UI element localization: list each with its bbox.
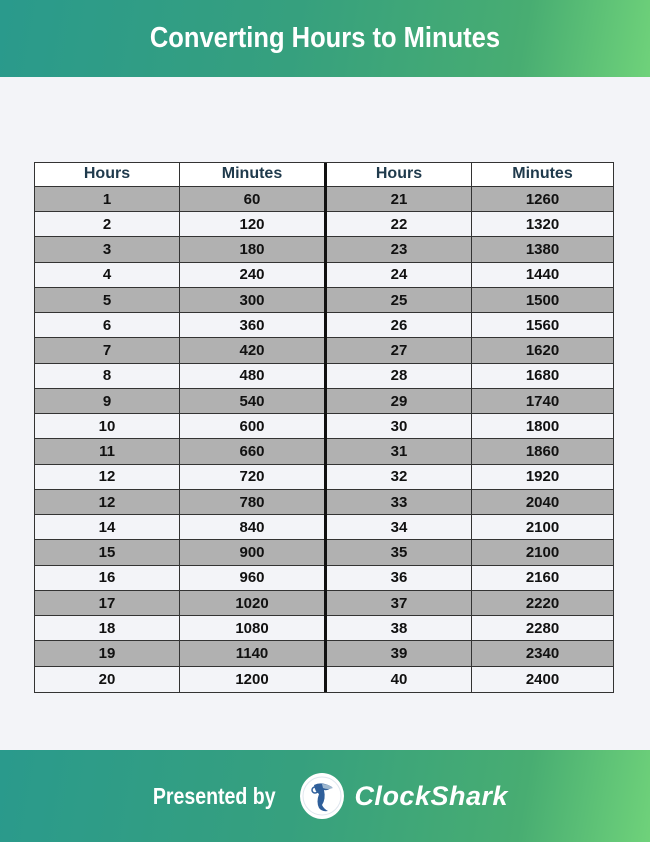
- hours-cell: 29: [327, 389, 472, 413]
- hours-cell: 26: [327, 313, 472, 337]
- table-row: [327, 439, 613, 464]
- minutes-cell: 2100: [525, 544, 560, 562]
- table-row: [35, 515, 324, 540]
- minutes-cell: 540: [239, 392, 265, 410]
- brand-name: ClockShark: [354, 780, 509, 811]
- minutes-cell: 180: [239, 241, 265, 259]
- table-row: [35, 439, 324, 464]
- table-row: [35, 616, 324, 641]
- table-row: [327, 540, 613, 565]
- minutes-cell: 1860: [525, 443, 560, 461]
- table-row: [35, 389, 324, 414]
- minutes-cell: 660: [239, 443, 265, 461]
- table-left-half: [35, 163, 327, 692]
- table-row: [35, 465, 324, 490]
- shark-clock-logo-icon: [300, 773, 344, 819]
- minutes-cell: 780: [239, 493, 265, 511]
- table-row: [327, 389, 613, 414]
- hours-cell: 30: [327, 414, 472, 438]
- table-row: [327, 616, 613, 641]
- minutes-cell: 1740: [525, 392, 560, 410]
- minutes-cell: 2400: [525, 670, 560, 688]
- hours-cell: 18: [35, 616, 180, 640]
- table-row: [327, 566, 613, 591]
- minutes-cell: 840: [239, 518, 265, 536]
- minutes-cell: 480: [239, 367, 265, 385]
- minutes-cell: 900: [239, 544, 265, 562]
- hours-cell: 32: [327, 465, 472, 489]
- table-row: [327, 212, 613, 237]
- presented-by-label: Presented by: [152, 782, 276, 809]
- table-row: [35, 187, 324, 212]
- hours-cell: 12: [35, 465, 180, 489]
- table-row: [35, 414, 324, 439]
- minutes-cell: 360: [239, 316, 265, 334]
- minutes-cell: 2160: [525, 569, 560, 587]
- table-row: [327, 490, 613, 515]
- table-row: [327, 288, 613, 313]
- hours-cell: 20: [35, 667, 180, 692]
- column-header-hours: Hours: [327, 163, 472, 186]
- minutes-cell: 1920: [525, 468, 560, 486]
- hours-cell: 24: [327, 263, 472, 287]
- table-row: [35, 313, 324, 338]
- minutes-cell: 300: [239, 291, 265, 309]
- hours-cell: 35: [327, 540, 472, 564]
- hours-cell: 21: [327, 187, 472, 211]
- title-banner: [0, 0, 650, 77]
- minutes-cell: 600: [239, 417, 265, 435]
- table-row: [35, 338, 324, 363]
- minutes-cell: 1380: [525, 241, 560, 259]
- hours-cell: 4: [35, 263, 180, 287]
- hours-cell: 1: [35, 187, 180, 211]
- hours-cell: 22: [327, 212, 472, 236]
- minutes-cell: 1200: [235, 670, 269, 688]
- table-row: [35, 263, 324, 288]
- minutes-cell: 120: [239, 215, 265, 233]
- table-row: [327, 641, 613, 666]
- table-row: [35, 641, 324, 666]
- table-row: [35, 288, 324, 313]
- hours-cell: 8: [35, 364, 180, 388]
- hours-cell: 14: [35, 515, 180, 539]
- hours-cell: 7: [35, 338, 180, 362]
- table-row: [35, 364, 324, 389]
- table-row: [35, 237, 324, 262]
- table-row: [327, 591, 613, 616]
- table-right-half: [327, 163, 613, 692]
- hours-cell: 6: [35, 313, 180, 337]
- hours-cell: 38: [327, 616, 472, 640]
- table-row: [327, 414, 613, 439]
- minutes-cell: 2100: [525, 518, 560, 536]
- hours-cell: 15: [35, 540, 180, 564]
- minutes-cell: 60: [243, 190, 261, 208]
- minutes-cell: 1680: [525, 367, 560, 385]
- minutes-cell: 2340: [525, 645, 560, 663]
- minutes-cell: 2280: [525, 619, 560, 637]
- minutes-cell: 960: [239, 569, 265, 587]
- hours-cell: 28: [327, 364, 472, 388]
- table-row: [327, 364, 613, 389]
- minutes-cell: 1320: [525, 215, 560, 233]
- table-row: [327, 667, 613, 692]
- table-row: [35, 591, 324, 616]
- hours-cell: 10: [35, 414, 180, 438]
- page-title: Converting Hours to Minutes: [149, 22, 501, 54]
- minutes-cell: 1440: [525, 266, 560, 284]
- column-header-minutes: Minutes: [512, 165, 573, 183]
- table-row: [327, 465, 613, 490]
- hours-cell: 31: [327, 439, 472, 463]
- table-row: [35, 566, 324, 591]
- hours-cell: 39: [327, 641, 472, 665]
- hours-cell: 40: [327, 667, 472, 692]
- hours-cell: 27: [327, 338, 472, 362]
- table-row: [327, 237, 613, 262]
- minutes-cell: 1500: [525, 291, 560, 309]
- hours-cell: 9: [35, 389, 180, 413]
- table-row: [35, 540, 324, 565]
- minutes-cell: 1080: [235, 619, 269, 637]
- hours-cell: 11: [35, 439, 180, 463]
- hours-cell: 34: [327, 515, 472, 539]
- hours-cell: 23: [327, 237, 472, 261]
- hours-cell: 19: [35, 641, 180, 665]
- table-row: [327, 187, 613, 212]
- minutes-cell: 1800: [525, 417, 560, 435]
- minutes-cell: 1620: [525, 342, 560, 360]
- table-header-row: [35, 163, 324, 187]
- footer-banner: [0, 750, 650, 842]
- hours-cell: 37: [327, 591, 472, 615]
- table-row: [327, 338, 613, 363]
- hours-cell: 25: [327, 288, 472, 312]
- column-header-hours: Hours: [35, 163, 180, 186]
- hours-cell: 33: [327, 490, 472, 514]
- minutes-cell: 720: [239, 468, 265, 486]
- table-row: [327, 263, 613, 288]
- table-row: [35, 667, 324, 692]
- minutes-cell: 1140: [235, 645, 269, 663]
- table-row: [327, 515, 613, 540]
- table-row: [327, 313, 613, 338]
- table-row: [35, 212, 324, 237]
- table-row: [35, 490, 324, 515]
- minutes-cell: 2220: [525, 594, 560, 612]
- hours-cell: 5: [35, 288, 180, 312]
- hours-cell: 36: [327, 566, 472, 590]
- minutes-cell: 1260: [525, 190, 560, 208]
- conversion-table: [34, 162, 614, 693]
- minutes-cell: 1020: [235, 594, 269, 612]
- minutes-cell: 240: [239, 266, 265, 284]
- minutes-cell: 1560: [525, 316, 560, 334]
- hours-cell: 3: [35, 237, 180, 261]
- minutes-cell: 2040: [525, 493, 560, 511]
- hours-cell: 12: [35, 490, 180, 514]
- hours-cell: 17: [35, 591, 180, 615]
- minutes-cell: 420: [239, 342, 265, 360]
- hours-cell: 16: [35, 566, 180, 590]
- table-header-row: [327, 163, 613, 187]
- column-header-minutes: Minutes: [221, 165, 283, 183]
- hours-cell: 2: [35, 212, 180, 236]
